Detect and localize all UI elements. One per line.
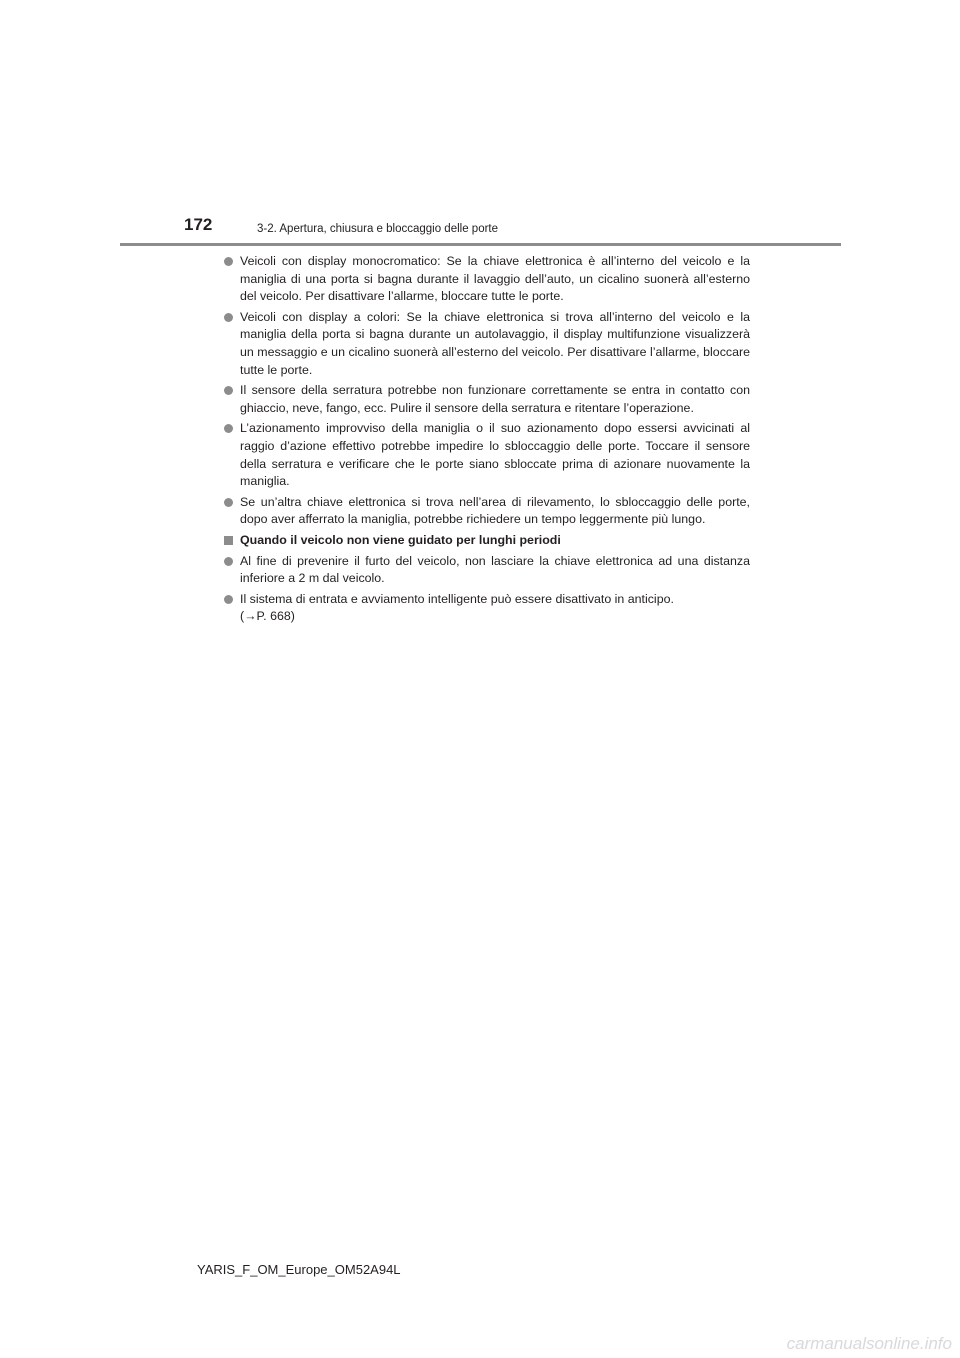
list-item xyxy=(222,591,750,626)
subsection-title: Quando il veicolo non viene guidato per lunghi periodi xyxy=(240,532,561,547)
list-item xyxy=(222,494,750,529)
section-title: 3-2. Apertura, chiusura e bloccaggio delle porte xyxy=(257,223,499,235)
list-item xyxy=(222,309,750,379)
watermark: carmanualsonline.info xyxy=(786,1334,952,1353)
bullet-text: Veicoli con display a colori: Se la chiave elettronica si trova all’interno del veicolo e la maniglia della porta si bagna durante un autolavaggio, il display multifunzione visualizzerà un messaggio e un cicalino suonerà all’esterno del veicolo. Per disattivare l’allarme, bloccare tutte le porte. xyxy=(240,309,750,377)
bullet-icon xyxy=(224,557,233,566)
bullet-text: Il sistema di entrata e avviamento intelligente può essere disattivato in anticipo. xyxy=(240,591,674,606)
bullet-icon xyxy=(224,386,233,395)
list-item xyxy=(222,420,750,490)
page-content xyxy=(222,253,750,629)
document-id: YARIS_F_OM_Europe_OM52A94L xyxy=(197,1262,401,1277)
bullet-text: Il sensore della serratura potrebbe non funzionare correttamente se entra in contatto con ghiaccio, neve, fango, ecc. Pulire il sensore della serratura e ritentare l’operazione. xyxy=(240,383,750,415)
bullet-icon xyxy=(224,424,233,433)
bullet-icon xyxy=(224,498,233,507)
bullet-icon xyxy=(224,257,233,266)
bullet-text: Veicoli con display monocromatico: Se la chiave elettronica è all’interno del veicolo e la maniglia di una porta si bagna durante il lavaggio dell’auto, un cicalino suonerà all’esterno del veicolo. Per disattivare l’allarme, bloccare tutte le porte. xyxy=(240,254,750,304)
page-number: 172 xyxy=(184,215,213,234)
page-reference-link[interactable]: (→P. 668) xyxy=(240,609,295,624)
subsection-body xyxy=(222,553,750,626)
bullet-text: Se un’altra chiave elettronica si trova nell’area di rilevamento, lo sbloccaggio delle porte, dopo aver afferrato la maniglia, potrebbe richiedere un tempo leggermente più lungo. xyxy=(240,494,750,527)
list-item xyxy=(222,553,750,588)
list-item xyxy=(222,382,750,417)
subsection-heading xyxy=(222,532,750,550)
header-divider xyxy=(120,243,841,246)
bullet-icon xyxy=(224,313,233,322)
page-header xyxy=(120,214,841,246)
bullet-text: Al fine di prevenire il furto del veicolo, non lasciare la chiave elettronica ad una distanza inferiore a 2 m dal veicolo. xyxy=(240,553,750,586)
bullet-icon xyxy=(224,595,233,604)
bullet-text: L’azionamento improvviso della maniglia o il suo azionamento dopo essersi avvicinati al raggio d’azione effettivo potrebbe impedire lo sbloccaggio delle porte. Toccare il sensore della serratura e verificare che le porte siano sbloccate prima di azionare nuovamente la maniglia. xyxy=(240,421,750,489)
list-item xyxy=(222,253,750,306)
square-bullet-icon xyxy=(224,536,233,545)
